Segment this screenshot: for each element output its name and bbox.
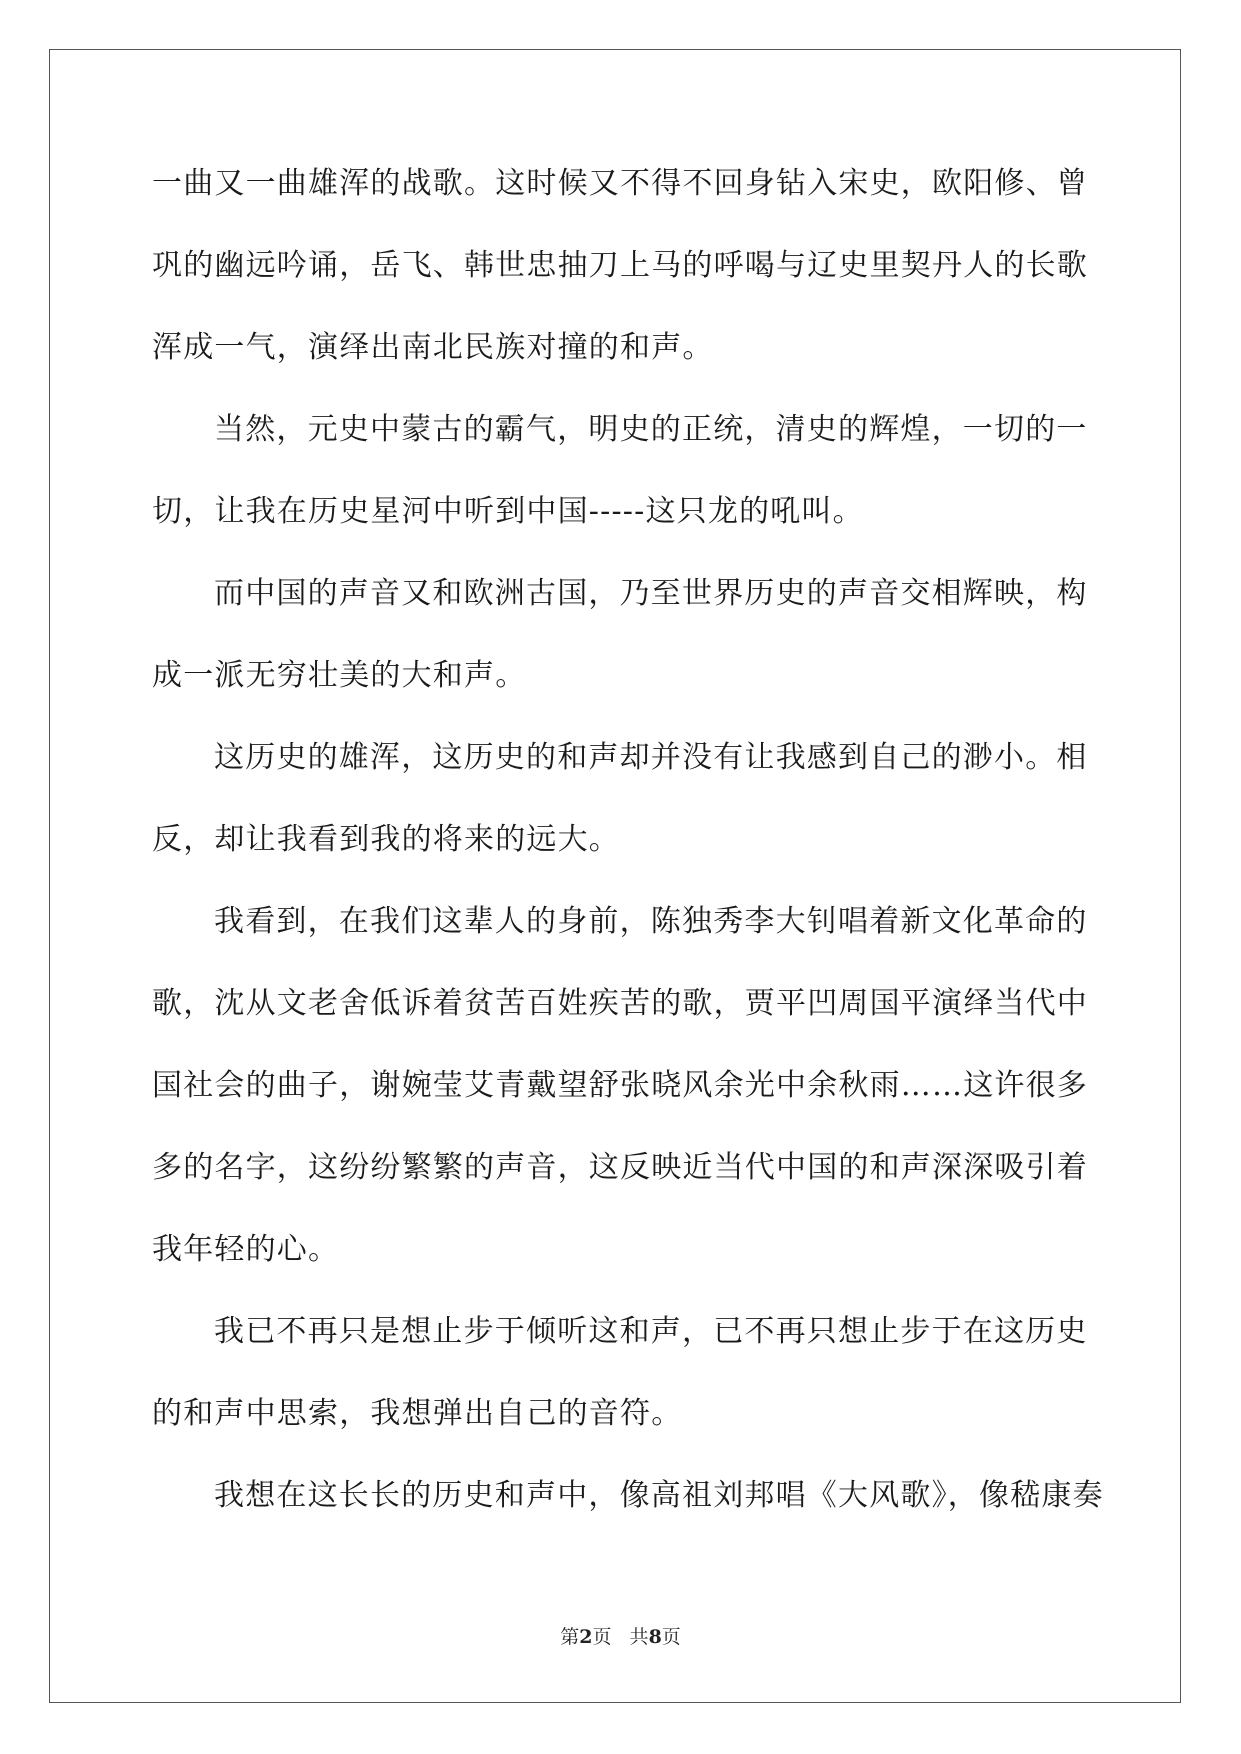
current-page-number: 2: [579, 1626, 593, 1648]
paragraph: [152, 1472, 1104, 1554]
text-line: 我看到，在我们这辈人的身前，陈独秀李大钊唱着新文化革命的: [214, 904, 1088, 939]
text-line: 当然，元史中蒙古的霸气，明史的正统，清史的辉煌，一切的一: [214, 412, 1088, 447]
footer-suffix: 页: [661, 1626, 681, 1648]
paragraph: [152, 734, 1088, 898]
text-line: 一曲又一曲雄浑的战歌。这时候又不得不回身钻入宋史，欧阳修、曾: [152, 166, 1088, 201]
total-page-number: 8: [648, 1626, 662, 1648]
paragraph: [152, 160, 1088, 406]
paragraph: [152, 1308, 1088, 1472]
footer-middle: 页 共: [592, 1626, 649, 1648]
text-line: 这历史的雄浑，这历史的和声却并没有让我感到自己的渺小。相: [214, 740, 1088, 775]
page-footer: [0, 1622, 1241, 1649]
paragraph: [152, 898, 1088, 1308]
document-body: [152, 160, 1104, 1554]
text-line: 国社会的曲子，谢婉莹艾青戴望舒张晓风余光中余秋雨……这许很多: [152, 1068, 1088, 1103]
paragraph: [152, 570, 1088, 734]
text-line: 反，却让我看到我的将来的远大。: [152, 822, 620, 857]
text-line: 我年轻的心。: [152, 1232, 340, 1267]
text-line: 而中国的声音又和欧洲古国，乃至世界历史的声音交相辉映，构: [214, 576, 1088, 611]
text-line: 的和声中思索，我想弹出自己的音符。: [152, 1396, 683, 1431]
text-line: 巩的幽远吟诵，岳飞、韩世忠抽刀上马的呼喝与辽史里契丹人的长歌: [152, 248, 1088, 283]
text-line: 浑成一气，演绎出南北民族对撞的和声。: [152, 330, 714, 365]
text-line: 歌，沈从文老舍低诉着贫苦百姓疾苦的歌，贾平凹周国平演绎当代中: [152, 986, 1088, 1021]
text-line: 切，让我在历史星河中听到中国-----这只龙的吼叫。: [152, 494, 864, 529]
text-line: 我想在这长长的历史和声中，像高祖刘邦唱《大风歌》，像嵇康奏: [214, 1478, 1104, 1513]
text-line: 我已不再只是想止步于倾听这和声，已不再只想止步于在这历史: [214, 1314, 1088, 1349]
footer-prefix: 第: [560, 1626, 580, 1648]
paragraph: [152, 406, 1088, 570]
text-line: 成一派无穷壮美的大和声。: [152, 658, 527, 693]
text-line: 多的名字，这纷纷繁繁的声音，这反映近当代中国的和声深深吸引着: [152, 1150, 1088, 1185]
